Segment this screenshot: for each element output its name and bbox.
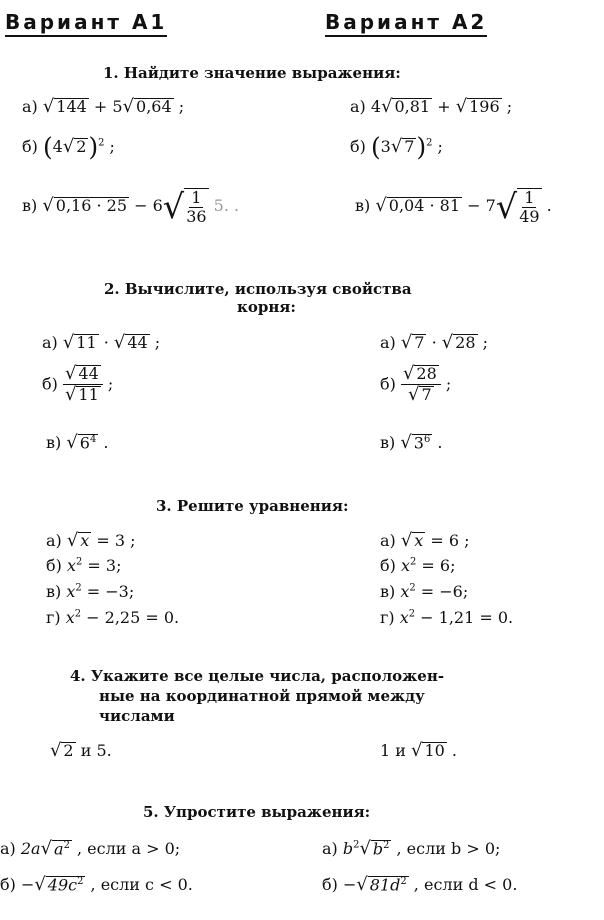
task-1b-variant2: б) (3√ 7)$^2$ ; <box>350 136 443 159</box>
variant-a2-heading: Вариант А2 <box>325 10 487 37</box>
task-3d-variant2: г) $x^2 - 1,21 = 0$. <box>380 608 514 627</box>
task-3d-variant1: г) $x^2 - 2,25 = 0$. <box>46 608 180 627</box>
task-2-title-line2: корня: <box>237 298 296 316</box>
task-2c-variant2: в) √ $3^6$ . <box>380 432 442 453</box>
task-1b-variant1: б) (4√ 2)$^2$ ; <box>22 136 115 159</box>
task-2-title-line1: 2. Вычислите, используя свойства <box>104 280 412 298</box>
task-5-title: 5. Упростите выражения: <box>143 803 371 821</box>
task-3b-variant2: б) $x^2 = 6$; <box>380 556 456 575</box>
task-1a-variant2: а) 4√ 0,81 + √ 196 ; <box>350 96 512 117</box>
task-3a-variant1: а) √ x = 3 ; <box>46 530 136 551</box>
task-3-title: 3. Решите уравнения: <box>156 497 349 515</box>
task-4-title-line2: ные на координатной прямой между <box>99 687 425 705</box>
task-3c-variant1: в) $x^2 = -3$; <box>46 582 135 601</box>
task-4-title-line3: числами <box>99 707 175 725</box>
task-5a-variant2: а) $b^2√$ $b^2$ , если b > 0; <box>322 838 500 859</box>
task-3a-variant2: а) √ x = 6 ; <box>380 530 470 551</box>
task-2a-variant2: а) √ 7 · √ 28 ; <box>380 332 488 353</box>
task-2c-variant1: в) √ $6^4$ . <box>46 432 108 453</box>
task-4-variant2: 1 и √ 10 . <box>380 740 457 761</box>
task-5b-variant2: б) −√ $81d^2$ , если d < 0. <box>322 874 517 895</box>
task-1c-variant1: в) √ 0,16 · 25 − 6 √ $\frac{1}{36}$ 5. . <box>22 188 239 225</box>
task-1c-variant2: в) √ 0,04 · 81 − 7 √ $\frac{1}{49}$ . <box>355 188 552 225</box>
task-5a-variant1: а) 2a√ $a^2$ , если a > 0; <box>0 838 180 859</box>
task-3c-variant2: в) $x^2 = -6$; <box>380 582 469 601</box>
task-4-title-line1: 4. Укажите все целые числа, расположен- <box>70 667 445 685</box>
variant-a1-heading: Вариант А1 <box>5 10 167 37</box>
task-5b-variant1: б) −√ $49c^2$ , если c < 0. <box>0 874 193 895</box>
task-2b-variant2: б) √ 28 √ 7 ; <box>380 364 451 404</box>
task-1a-variant1: а) √ 144 + 5√ 0,64 ; <box>22 96 184 117</box>
task-1-title: 1. Найдите значение выражения: <box>103 64 401 82</box>
task-2a-variant1: а) √ 11 · √ 44 ; <box>42 332 160 353</box>
task-4-variant1: √ 2 и 5. <box>50 740 112 761</box>
task-3b-variant1: б) $x^2 = 3$; <box>46 556 122 575</box>
task-2b-variant1: б) √ 44 √ 11 ; <box>42 364 113 404</box>
